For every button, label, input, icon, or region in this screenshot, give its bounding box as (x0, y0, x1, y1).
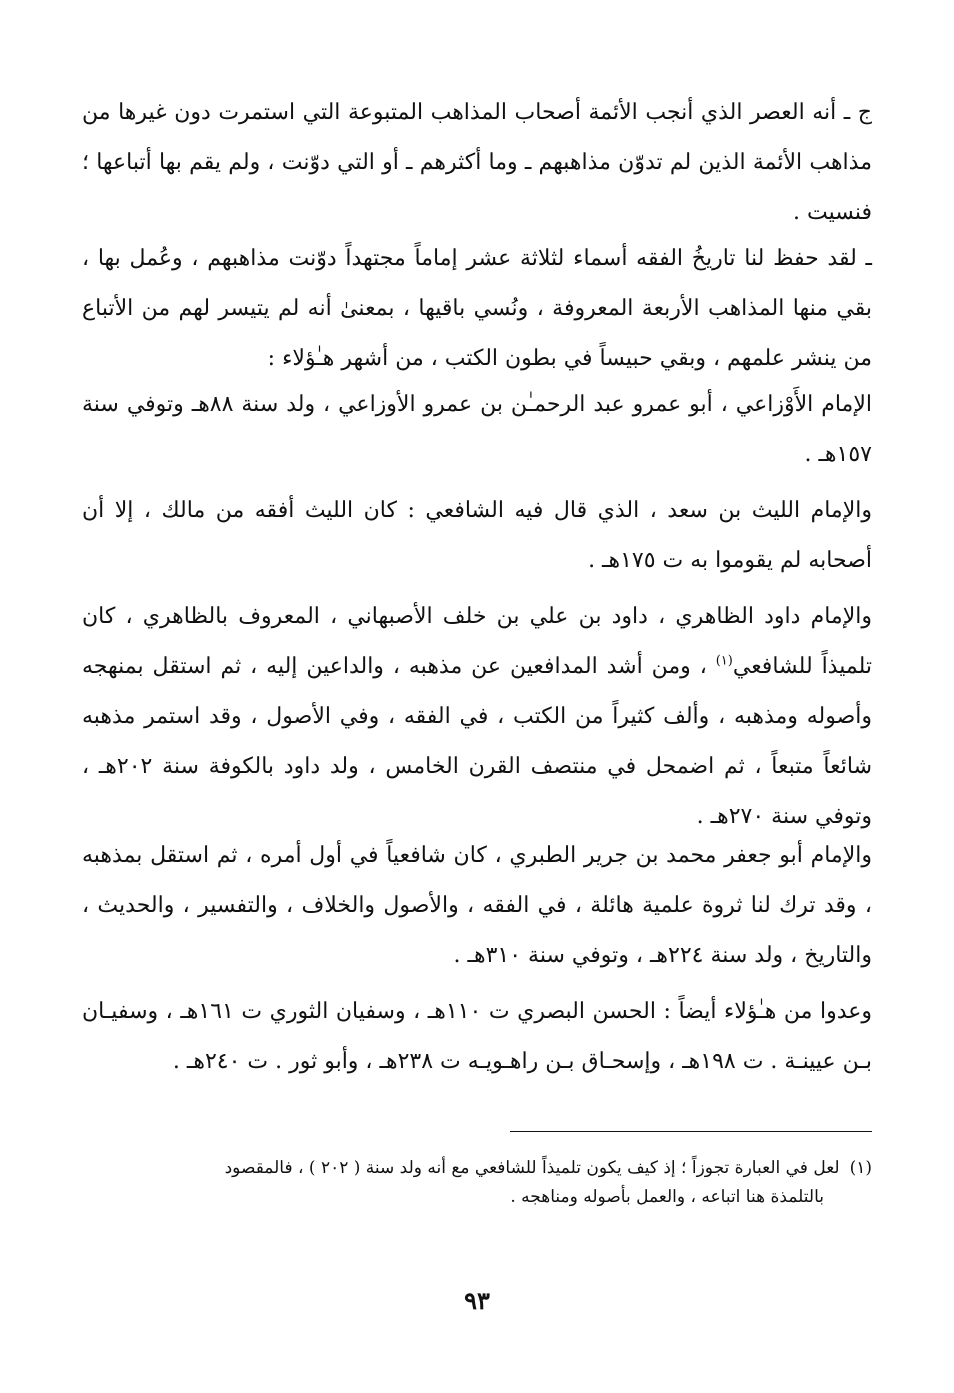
paragraph-layth: والإمام الليث بن سعد ، الذي قال فيه الشافعي : كان الليث أفقه من مالك ، إلا أن أصحابه لم يقوموا به ت ١٧٥هـ . (82, 498, 872, 573)
footnote (82, 1154, 872, 1212)
paragraph-dawud (82, 592, 872, 842)
footnote-reference[interactable]: (١) (715, 653, 733, 669)
paragraph-others: وعدوا من هـٰؤلاء أيضاً : الحسن البصري ت ١١٠هـ ، وسفيان الثوري ت ١٦١هـ ، وسفيـان بـن عيينـة . ت ١٩٨هـ ، وإسحـاق بـن راهـويـه ت ٢٣٨هـ ، وأبو ثور . ت ٢٤٠هـ . (82, 999, 872, 1074)
paragraph-tabari: والإمام أبو جعفر محمد بن جرير الطبري ، كان شافعياً في أول أمره ، ثم استقل بمذهبه ، وقد ترك لنا ثروة علمية هائلة ، في الفقه ، والأصول والخلاف ، والتفسير ، والحديث ، والتاريخ ، ولد سنة ٢٢٤هـ ، وتوفي سنة ٣١٠هـ . (82, 843, 872, 968)
paragraph-era-imams: ج ـ أنه العصر الذي أنجب الأئمة أصحاب المذاهب المتبوعة التي استمرت دون غيرها من مذاهب الأئمة الذين لم تدوّن مذاهبهم ـ وما أكثرهم ـ أو التي دوّنت ، ولم يقم بها أتباعها ؛ فنسيت . (82, 100, 872, 225)
paragraph-dawud-part1: والإمام داود الظاهري ، داود بن علي بن خلف الأصبهاني ، المعروف بالظاهري ، كان تلميذاً للشافعي (82, 604, 872, 679)
footnote-line-1: لعل في العبارة تجوزاً ؛ إذ كيف يكون تلميذاً للشافعي مع أنه ولد سنة ( ٢٠٢ ) ، فالمقصود (224, 1158, 840, 1178)
footnote-marker: (١) (849, 1158, 872, 1178)
footnote-line-2: بالتلمذة هنا اتباعه ، والعمل بأصوله ومناهجه . (510, 1187, 824, 1207)
footnote-divider (510, 1131, 872, 1132)
paragraph-thirteen-imams: ـ لقد حفظ لنا تاريخُ الفقه أسماء لثلاثة عشر إماماً مجتهداً دوّنت مذاهبهم ، وعُمل بها ، بقي منها المذاهب الأربعة المعروفة ، ونُسي باقيها ، بمعنىٰ أنه لم يتيسر لهم من الأتباع من ينشر علمهم ، وبقي حبيساً في بطون الكتب ، من أشهر هـٰؤلاء : (82, 246, 872, 371)
page-number: ٩٣ (464, 1286, 490, 1315)
paragraph-awzai: الإمام الأَوْزاعي ، أبو عمرو عبد الرحمـٰن بن عمرو الأوزاعي ، ولد سنة ٨٨هـ وتوفي سنة ١٥٧هـ . (82, 392, 872, 467)
paragraph-dawud-part2: ، ومن أشد المدافعين عن مذهبه ، والداعين إليه ، ثم استقل بمنهجه وأصوله ومذهبه ، وألف كثيراً من الكتب ، في الفقه ، وفي الأصول ، وقد استمر مذهبه شائعاً متبعاً ، ثم اضمحل في منتصف القرن الخامس ، ولد داود بالكوفة سنة ٢٠٢هـ ، وتوفي سنة ٢٧٠هـ . (82, 654, 872, 829)
